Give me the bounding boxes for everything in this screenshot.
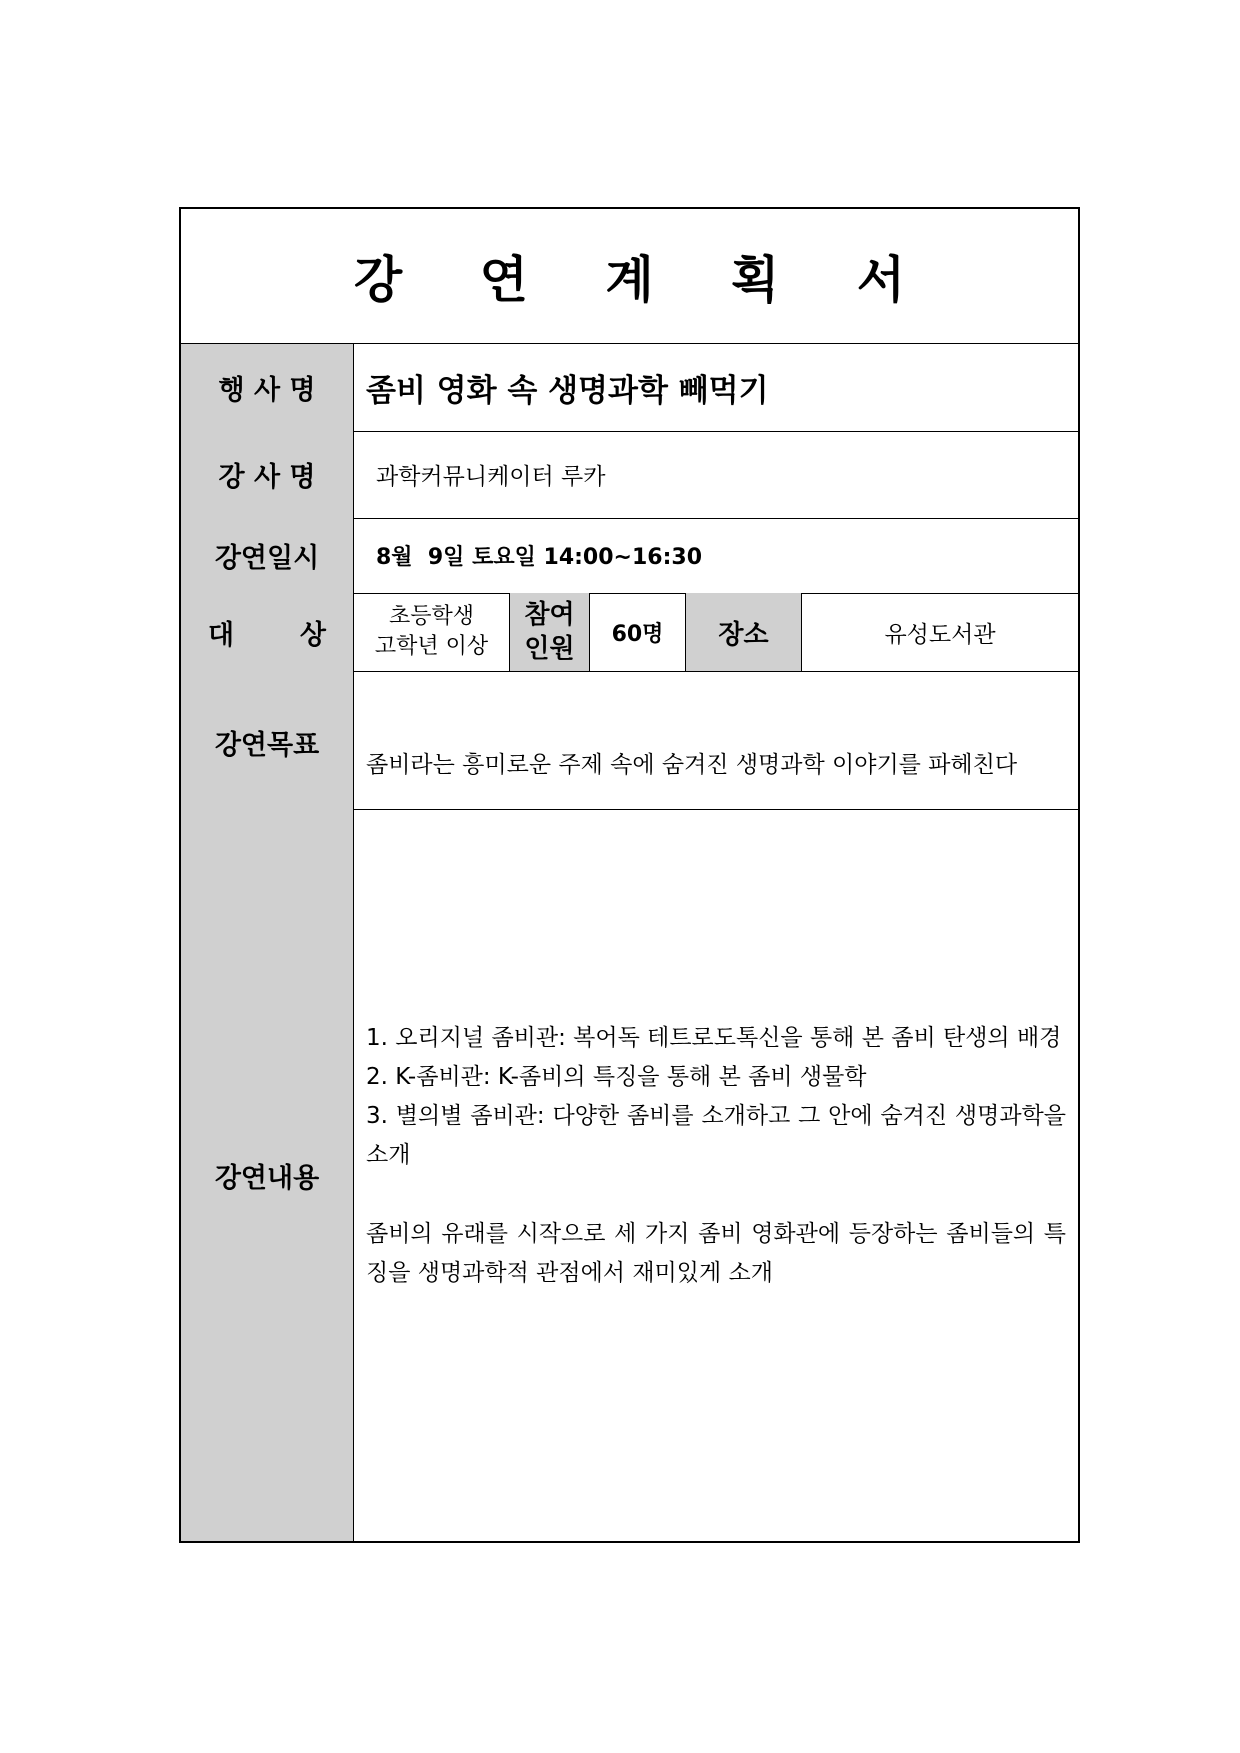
content-body	[354, 809, 1078, 1541]
content-row	[181, 809, 1078, 1541]
speaker-value: 과학커뮤니케이터 루카	[376, 464, 606, 490]
participants-value: 60명	[589, 593, 685, 671]
target-value-line2: 고학년 이상	[374, 634, 489, 659]
target-value	[354, 593, 509, 671]
goal-value: 좀비라는 흥미로운 주제 속에 숨겨진 생명과학 이야기를 파헤친다	[366, 751, 1018, 778]
event-name-label: 행 사 명	[181, 344, 354, 431]
speaker-row	[181, 431, 1078, 519]
participants-label-line1: 참여	[524, 600, 575, 630]
target-value-line1: 초등학생	[388, 604, 474, 629]
place-label: 장소	[685, 593, 801, 671]
datetime-value: 8월 9일 토요일 14:00~16:30	[376, 545, 703, 570]
participants-label	[509, 593, 589, 671]
content-label: 강연내용	[181, 809, 354, 1541]
lecture-plan-form	[179, 207, 1080, 1543]
event-name-value: 좀비 영화 속 생명과학 빼먹기	[366, 373, 769, 409]
content-summary: 좀비의 유래를 시작으로 세 가지 좀비 영화관에 등장하는 좀비들의 특징을 생명과학적 관점에서 재미있게 소개	[366, 1221, 1066, 1286]
event-name-row	[181, 344, 1078, 432]
content-item-1: 1. 오리지널 좀비관: 복어독 테트로도톡신을 통해 본 좀비 탄생의 배경	[366, 1025, 1062, 1051]
content-item-2: 2. K-좀비관: K-좀비의 특징을 통해 본 좀비 생물학	[366, 1064, 867, 1090]
document-title: 강 연 계 획 서	[181, 209, 1078, 344]
target-label: 대 상	[181, 593, 354, 671]
speaker-label: 강 사 명	[181, 431, 354, 518]
goal-label: 강연목표	[181, 671, 354, 809]
goal-row	[181, 671, 1078, 810]
content-item-3: 3. 별의별 좀비관: 다양한 좀비를 소개하고 그 안에 숨겨진 생명과학을 소개	[366, 1103, 1066, 1168]
participants-label-line2: 인원	[524, 634, 575, 664]
place-value: 유성도서관	[801, 593, 1078, 671]
datetime-label: 강연일시	[181, 518, 354, 593]
target-row	[181, 593, 1078, 672]
datetime-row	[181, 518, 1078, 594]
